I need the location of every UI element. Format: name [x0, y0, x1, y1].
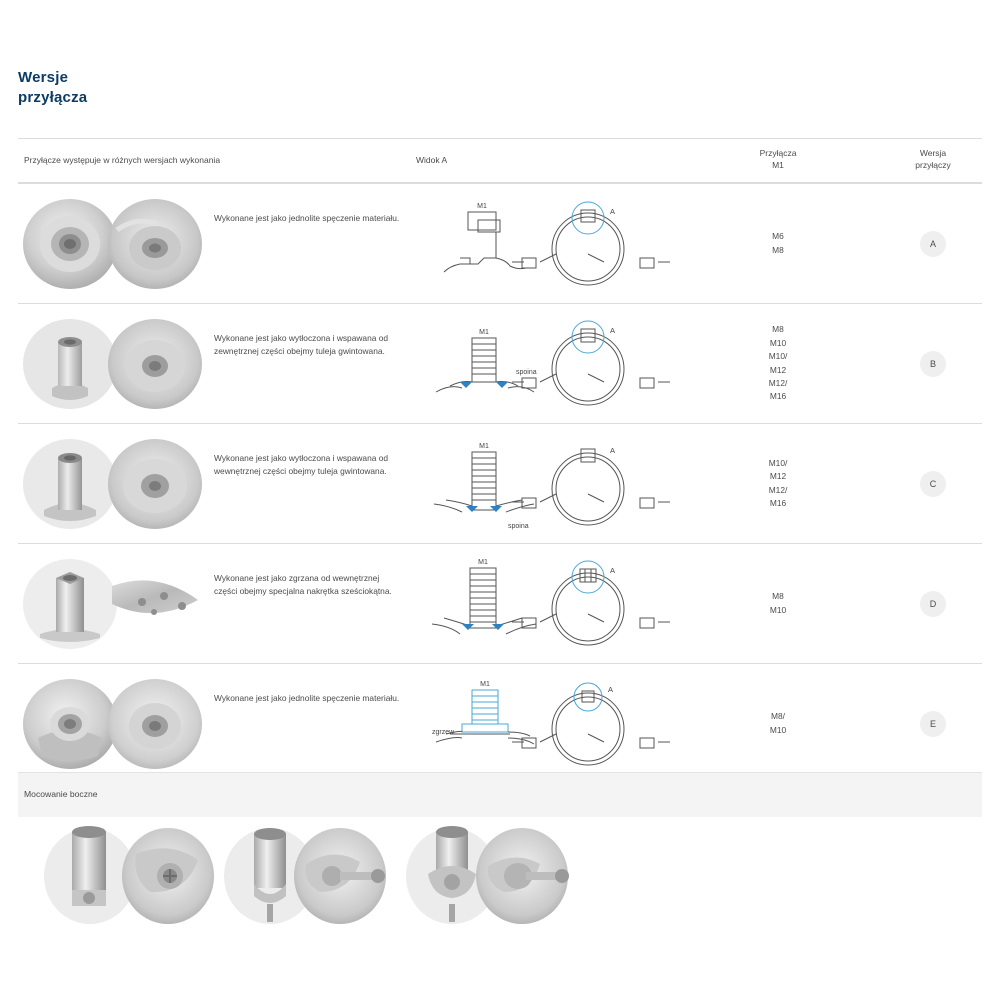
technical-drawing-a [416, 192, 686, 297]
product-photo-d [22, 556, 202, 652]
bottom-photo-strip [18, 820, 982, 930]
drawing-label-m1: M1 [480, 681, 490, 688]
drawing-label-view: A [610, 446, 616, 455]
m1-value: M8 [772, 244, 784, 255]
drawing-label-view: A [610, 566, 616, 575]
bottom-photo-3 [406, 826, 569, 924]
version-badge: B [920, 351, 946, 377]
row-version [878, 304, 988, 423]
m1-value: M6 [772, 231, 784, 242]
row-description: Wykonane jest jako wytłoczona i wspawana od zewnętrznej części obejmy tuleja gwintowana. [214, 333, 389, 357]
row-m1-values [718, 424, 838, 543]
m1-value: M12/ [768, 484, 788, 495]
drawing-label-m1: M1 [479, 329, 489, 336]
versions-table [18, 138, 982, 783]
drawing-label-view: A [610, 326, 616, 335]
header-version [878, 147, 988, 172]
drawing-label-view: A [610, 207, 616, 216]
page-title-line1: Wersje [18, 69, 69, 86]
table-row [18, 303, 982, 423]
technical-drawing-c [416, 432, 686, 537]
row-description: Wykonane jest jako jednolite spęczenie materiału. [214, 693, 400, 703]
drawing-label-view: A [608, 685, 614, 694]
bottom-photo-2 [224, 828, 386, 924]
m1-value: M10/ [768, 351, 788, 362]
product-photo-a [22, 196, 202, 292]
section-mocowanie-boczne [18, 772, 982, 817]
row-version [878, 544, 988, 663]
drawing-label-m1: M1 [479, 443, 489, 450]
header-description: Przyłącze występuje w różnych wersjach wykonania [24, 155, 221, 165]
row-m1-values [718, 184, 838, 303]
version-badge: E [920, 711, 946, 737]
product-photo-e [22, 676, 202, 772]
row-description: Wykonane jest jako wytłoczona i wspawana od wewnętrznej części obejmy tuleja gwintowana. [214, 453, 389, 477]
version-badge: C [920, 471, 946, 497]
row-version [878, 664, 988, 783]
row-description: Wykonane jest jako jednolite spęczenie materiału. [214, 213, 400, 223]
m1-value: M12/ [768, 377, 788, 388]
m1-value: M12 [769, 364, 787, 375]
m1-value: M8 [772, 591, 784, 602]
row-description: Wykonane jest jako zgrzana od wewnętrznej części obejmy specjalna nakrętka sześciokątna. [214, 573, 392, 597]
bottom-photo-1 [44, 826, 214, 924]
drawing-label-note: zgrzew [432, 729, 455, 736]
technical-drawing-b [416, 312, 686, 417]
m1-value: M10 [769, 337, 787, 348]
drawing-label-m1: M1 [478, 559, 488, 566]
header-m1 [718, 147, 838, 172]
section-label: Mocowanie boczne [24, 789, 98, 799]
drawing-label-note: spoina [508, 523, 529, 530]
version-badge: A [920, 231, 946, 257]
table-row [18, 543, 982, 663]
m1-value: M10 [769, 724, 787, 735]
product-photo-b [22, 316, 202, 412]
row-m1-values [718, 304, 838, 423]
m1-value: M8/ [771, 711, 785, 722]
technical-drawing-e [416, 672, 686, 777]
m1-value: M8 [772, 324, 784, 335]
header-version-line1: Wersja [919, 148, 947, 158]
table-row [18, 183, 982, 303]
m1-value: M10 [769, 604, 787, 615]
page-title [18, 68, 87, 109]
row-m1-values [718, 664, 838, 783]
header-m1-line2: M1 [772, 160, 784, 171]
page-title-line2: przyłącza [18, 89, 88, 107]
row-version [878, 184, 988, 303]
m1-value: M16 [769, 497, 787, 508]
technical-drawing-d [416, 552, 686, 657]
m1-value: M12 [769, 471, 787, 482]
drawing-label-note: spoina [516, 369, 537, 376]
table-row [18, 663, 982, 783]
version-badge: D [920, 591, 946, 617]
row-version [878, 424, 988, 543]
header-version-line2: przyłączy [915, 160, 951, 171]
table-header-row [18, 138, 982, 183]
product-photo-c [22, 436, 202, 532]
m1-value: M16 [769, 391, 787, 402]
header-m1-line1: Przyłącza [759, 148, 797, 158]
row-m1-values [718, 544, 838, 663]
drawing-label-m1: M1 [477, 203, 487, 210]
table-row [18, 423, 982, 543]
m1-value: M10/ [768, 457, 788, 468]
header-view: Widok A [416, 155, 448, 165]
